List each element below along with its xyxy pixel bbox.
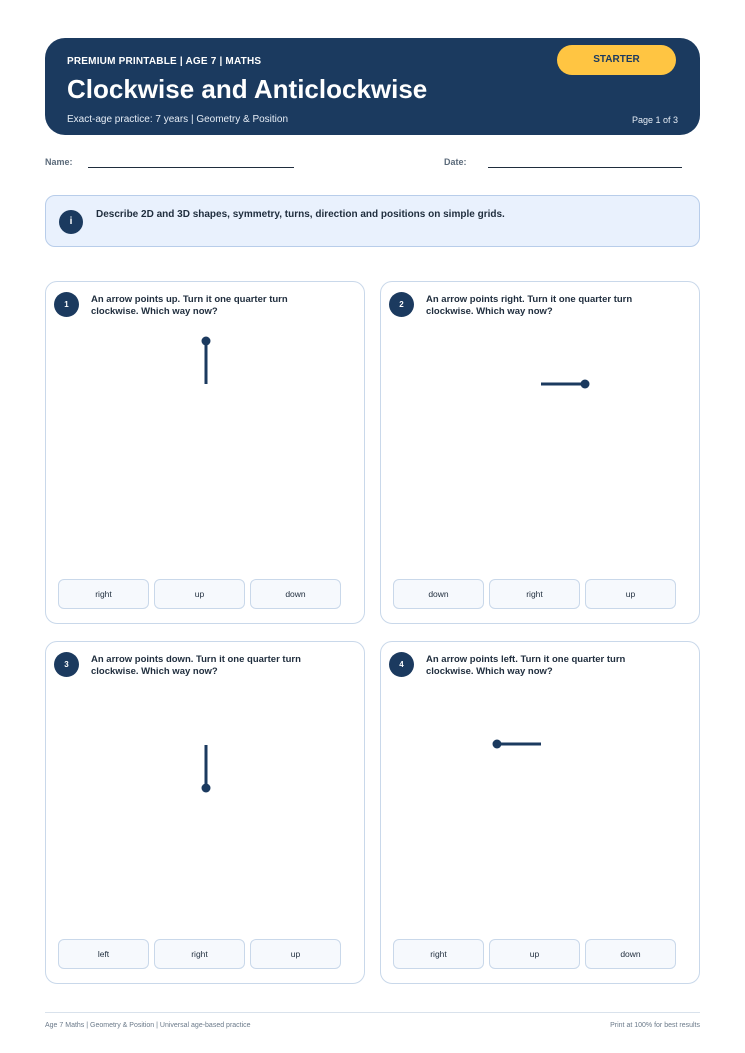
header-kicker: PREMIUM PRINTABLE | AGE 7 | MATHS: [67, 56, 262, 67]
option-button[interactable]: up: [154, 579, 245, 609]
question-number: 1: [54, 292, 79, 317]
option-button[interactable]: up: [585, 579, 676, 609]
page-title: Clockwise and Anticlockwise: [67, 74, 428, 104]
header-subtitle: Exact-age practice: 7 years | Geometry & Position: [67, 114, 289, 125]
footer-left: Age 7 Maths | Geometry & Position | Universal age-based practice: [45, 1022, 251, 1029]
option-button[interactable]: down: [393, 579, 484, 609]
question-card-2: [380, 281, 700, 624]
arrow-left-icon: [381, 642, 701, 922]
question-number: 4: [389, 652, 414, 677]
arrow-down-icon: [46, 642, 366, 922]
question-text: An arrow points left. Turn it one quarter turn clockwise. Which way now?: [426, 654, 626, 677]
footer-divider: [45, 1012, 700, 1013]
question-text: An arrow points up. Turn it one quarter turn clockwise. Which way now?: [91, 294, 288, 317]
option-button[interactable]: right: [489, 579, 580, 609]
option-button[interactable]: down: [250, 579, 341, 609]
name-label: Name:: [45, 157, 73, 167]
info-icon: i: [59, 210, 83, 234]
question-number: 3: [54, 652, 79, 677]
question-text: An arrow points down. Turn it one quarter turn clockwise. Which way now?: [91, 654, 301, 677]
arrow-up-icon: [46, 282, 366, 562]
question-card-1: [45, 281, 365, 624]
question-card-4: [380, 641, 700, 984]
arrow-right-icon: [381, 282, 701, 562]
option-button[interactable]: down: [585, 939, 676, 969]
page-number: Page 1 of 3: [631, 115, 678, 125]
question-number: 2: [389, 292, 414, 317]
name-field[interactable]: [88, 167, 294, 168]
info-text: Describe 2D and 3D shapes, symmetry, turns, direction and positions on simple grids.: [96, 209, 505, 220]
header-banner: [45, 38, 700, 135]
option-button[interactable]: left: [58, 939, 149, 969]
question-card-3: [45, 641, 365, 984]
option-button[interactable]: up: [489, 939, 580, 969]
info-box: [45, 195, 700, 247]
option-button[interactable]: up: [250, 939, 341, 969]
footer-right: Print at 100% for best results: [610, 1022, 700, 1029]
option-button[interactable]: right: [58, 579, 149, 609]
level-badge: STARTER: [557, 45, 676, 75]
date-field[interactable]: [488, 167, 682, 168]
question-text: An arrow points right. Turn it one quarter turn clockwise. Which way now?: [426, 294, 633, 317]
date-label: Date:: [444, 157, 467, 167]
option-button[interactable]: right: [154, 939, 245, 969]
option-button[interactable]: right: [393, 939, 484, 969]
